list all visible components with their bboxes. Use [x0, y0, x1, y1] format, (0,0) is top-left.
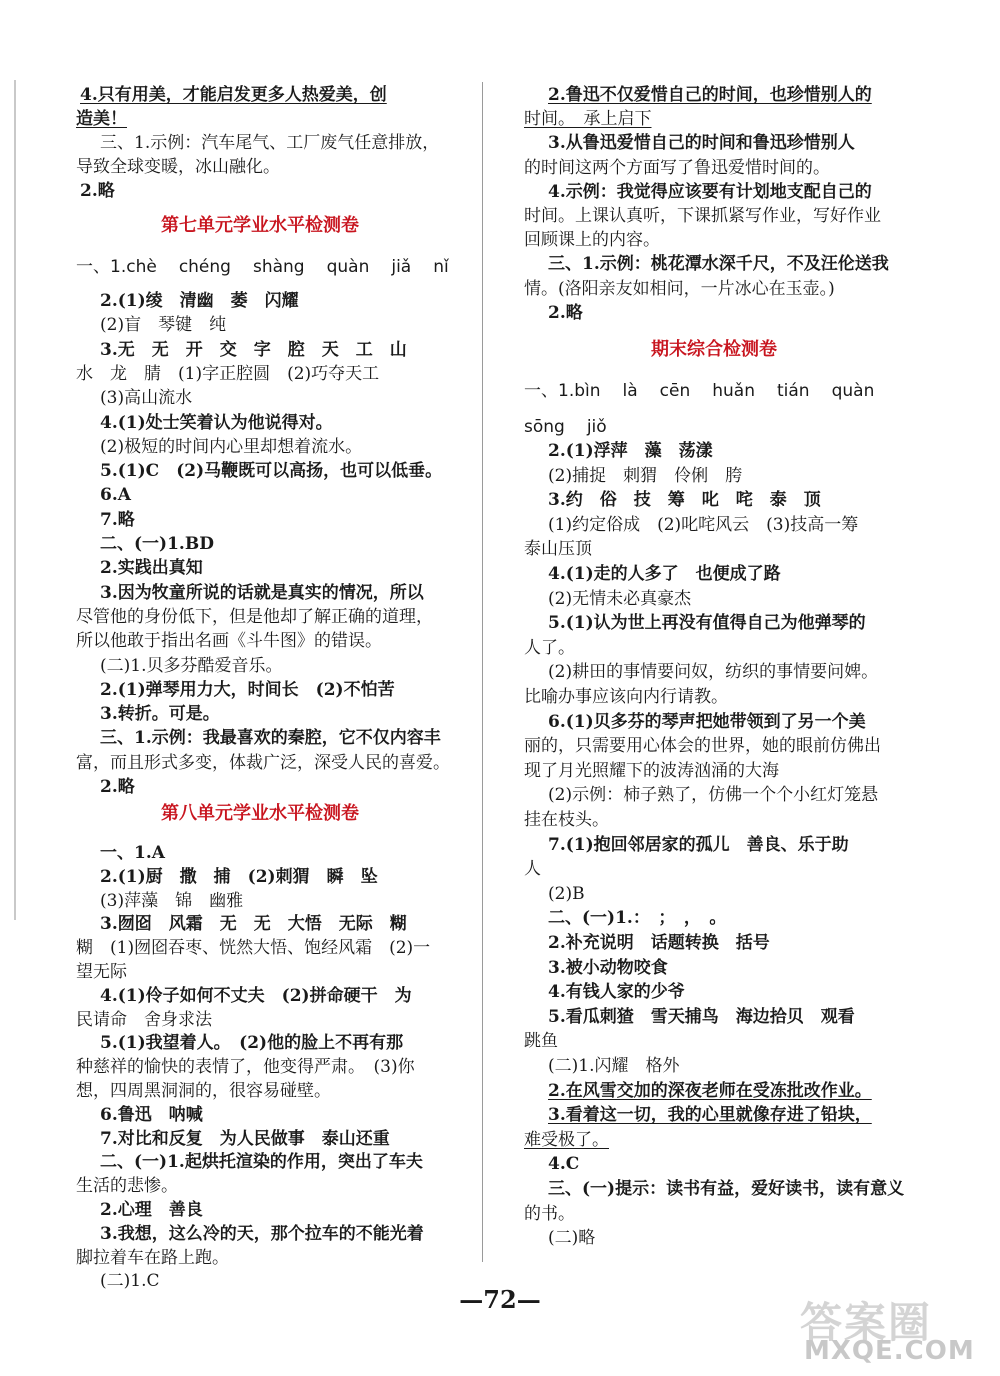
final-exam-title: 期末综合检测卷: [651, 339, 777, 360]
answer-line: 所以他敢于指出名画《斗牛图》的错误。: [76, 631, 382, 652]
answer-line: (2)极短的时间内心里却想着流水。: [100, 436, 363, 457]
answer-line: 2.(1)绫 清幽 萎 闪耀: [100, 291, 299, 311]
answer-line: 民请命 舍身求法: [76, 1009, 212, 1030]
answer-line: 3.约 俗 技 筹 叱 咤 泰 顶: [548, 490, 821, 511]
pinyin-item: jiǎ: [391, 257, 412, 277]
unit7-title: 第七单元学业水平检测卷: [161, 215, 359, 236]
answer-line: 2.鲁迅不仅爱惜自己的时间，也珍惜别人的: [548, 85, 872, 105]
answer-line: 7.略: [100, 509, 135, 530]
unit7-pinyin-row: [76, 256, 471, 278]
answer-line: 5.(1)我望着人。 (2)他的脸上不再有那: [100, 1033, 404, 1054]
answer-line: 挂在枝头。: [524, 810, 609, 830]
column-divider: [482, 82, 483, 1262]
page-number: —72—: [459, 1285, 541, 1314]
answer-line: 3.从鲁迅爱惜自己的时间和鲁迅珍惜别人: [548, 133, 855, 154]
answer-line: 种慈祥的愉快的表情了，他变得严肃。 (3)你: [76, 1057, 415, 1078]
page-edge-line: [14, 80, 16, 920]
answer-line: 2.略: [548, 302, 583, 323]
pinyin-item: 一、1.chè: [76, 257, 157, 277]
answer-line: 4.示例：我觉得应该要有计划地支配自己的: [548, 181, 872, 202]
watermark-text: 答案圈: [800, 1298, 933, 1347]
answer-line: 难受极了。: [524, 1129, 609, 1150]
answer-line: (二)1.贝多芬酷爱音乐。: [100, 655, 283, 676]
answer-line: 泰山压顶: [524, 539, 592, 560]
pinyin-item: shàng: [252, 257, 305, 277]
answer-line: 5.看瓜刺猹 雪天捕鸟 海边拾贝 观看: [548, 1006, 855, 1027]
answer-line: (2)B: [548, 883, 585, 904]
answer-line: (2)无情未必真豪杰: [548, 588, 692, 609]
answer-line: 2.在风雪交加的深夜老师在受冻批改作业。: [548, 1080, 872, 1101]
answer-line: 的书。: [524, 1203, 575, 1224]
answer-line: 7.对比和反复 为人民做事 泰山还重: [100, 1128, 390, 1149]
final-pinyin-row-2: [524, 416, 629, 438]
answer-line: (3)高山流水: [100, 388, 193, 409]
answer-line: 造美！: [76, 109, 127, 129]
answer-line: 的时间这两个方面写了鲁迅爱惜时间的。: [524, 157, 830, 178]
answer-line: 二、(一)1.： ； ， 。: [548, 908, 727, 929]
answer-line: 时间。上课认真听，下课抓紧写作业，写好作业: [524, 206, 881, 226]
answer-line: (3)萍藻 锦 幽雅: [100, 890, 244, 911]
answer-line: 2.(1)弹琴用力大，时间长 (2)不怕苦: [100, 679, 395, 700]
answer-line: 回顾课上的内容。: [524, 230, 660, 251]
pinyin-item: quàn: [831, 381, 875, 401]
answer-line: 三、1.示例：我最喜欢的秦腔，它不仅内容丰: [100, 728, 441, 749]
answer-line: 三、1.示例：桃花潭水深千尺，不及汪伦送我: [548, 254, 889, 275]
answer-line: (二)1.C: [100, 1271, 160, 1292]
answer-line: 比喻办事应该向内行请教。: [524, 687, 728, 707]
answer-line: 2.心理 善良: [100, 1200, 203, 1220]
answer-line: 3.被小动物咬食: [548, 957, 668, 978]
answer-line: 人了。: [524, 637, 575, 658]
answer-line: 二、(一)1.起烘托渲染的作用，突出了车夫: [100, 1152, 423, 1173]
answer-line: 4.C: [548, 1154, 580, 1175]
answer-line: 6.A: [100, 485, 131, 506]
answer-line: 3.看着这一切，我的心里就像存进了铅块，: [548, 1105, 872, 1126]
answer-line: 2.(1)浮萍 藻 荡漾: [548, 441, 713, 461]
unit8-title: 第八单元学业水平检测卷: [161, 803, 359, 824]
pinyin-item: là: [622, 381, 638, 401]
final-pinyin-row-1: [524, 380, 896, 402]
answer-line: 2.略: [80, 181, 115, 201]
answer-line: 2.(1)厨 撒 捕 (2)刺猬 瞬 坠: [100, 866, 378, 887]
answer-line: 尽管他的身份低下，但是他却了解正确的道理，: [76, 606, 433, 627]
pinyin-item: chéng: [178, 257, 231, 277]
pinyin-item: quàn: [326, 257, 370, 277]
answer-line: 跳鱼: [524, 1031, 558, 1052]
answer-line: 5.(1)认为世上再没有值得自己为他弹琴的: [548, 613, 866, 634]
answer-line: 富，而且形式多变，体裁广泛，深受人民的喜爱。: [76, 752, 450, 773]
answer-line: 三、(一)提示：读书有益，爱好读书，读有意义: [548, 1179, 905, 1199]
answer-line: 生活的悲惨。: [76, 1176, 178, 1197]
answer-line: 现了月光照耀下的波涛汹涌的大海: [524, 760, 779, 781]
pinyin-item: huǎn: [712, 381, 755, 401]
answer-line: 6.鲁迅 呐喊: [100, 1104, 203, 1125]
answer-line: (二)1.闪耀 格外: [548, 1056, 680, 1076]
pinyin-item: nǐ: [433, 257, 449, 277]
answer-line: 水 龙 腈 (1)字正腔圆 (2)巧夺天工: [76, 363, 380, 384]
answer-line: 望无际: [76, 962, 127, 982]
watermark-logo: [790, 1290, 990, 1370]
answer-line: 想，四周黑洞洞的，很容易碰壁。: [76, 1081, 331, 1101]
answer-line: 3.无 无 开 交 字 腔 天 工 山: [100, 339, 407, 360]
answer-line: 4.(1)伶子如何不丈夫 (2)拼命硬干 为: [100, 985, 412, 1006]
answer-line: 4.只有用美，才能启发更多人热爱美，创: [80, 85, 387, 105]
answer-line: (2)捕捉 刺猬 伶俐 胯: [548, 465, 743, 486]
answer-line: 3.囫囵 风霜 无 无 大悟 无际 糊: [100, 914, 407, 935]
answer-line: 情。(洛阳亲友如相问，一片冰心在玉壶。): [524, 278, 835, 299]
answer-line: 5.(1)C (2)马鞭既可以高扬，也可以低垂。: [100, 461, 443, 482]
answer-line: (2)盲 琴键 纯: [100, 315, 227, 336]
answer-line: 导致全球变暖，冰山融化。: [76, 157, 280, 177]
answer-line: 2.实践出真知: [100, 558, 203, 579]
answer-line: (2)耕田的事情要问奴，纺织的事情要问婢。: [548, 662, 879, 683]
answer-line: 2.略: [100, 777, 135, 797]
pinyin-item: sōng: [524, 417, 565, 437]
answer-line: 三、1.示例：汽车尾气、工厂废气任意排放，: [100, 133, 440, 153]
answer-line: (二)略: [548, 1228, 596, 1249]
pinyin-item: tián: [777, 381, 810, 401]
answer-line: 6.(1)贝多芬的琴声把她带领到了另一个美: [548, 711, 866, 732]
pinyin-item: 一、1.bìn: [524, 381, 601, 401]
pinyin-item: cēn: [659, 381, 691, 401]
answer-line: (2)示例：柿子熟了，仿佛一个个小红灯笼悬: [548, 785, 879, 806]
answer-line: 4.有钱人家的少爷: [548, 982, 685, 1003]
answer-line: 3.我想，这么冷的天，那个拉车的不能光着: [100, 1223, 424, 1244]
answer-line: 7.(1)抱回邻居家的孤儿 善良、乐于助: [548, 834, 849, 855]
answer-line: 4.(1)处士笑着认为他说得对。: [100, 412, 333, 433]
answer-line: 3.因为牧童所说的话就是真实的情况，所以: [100, 582, 424, 603]
answer-line: 二、(一)1.BD: [100, 534, 214, 554]
answer-line: 丽的，只需要用心体会的世界，她的眼前仿佛出: [524, 736, 881, 757]
answer-line: 糊 (1)囫囵吞枣、恍然大悟、饱经风霜 (2)一: [76, 938, 431, 959]
answer-line: 一、1.A: [100, 843, 165, 863]
answer-line: 4.(1)走的人多了 也便成了路: [548, 564, 781, 584]
answer-line: 人: [524, 859, 541, 880]
answer-line: 脚拉着车在路上跑。: [76, 1247, 229, 1268]
watermark-url: MXQE.COM: [804, 1336, 975, 1366]
pinyin-item: jiǒ: [586, 417, 607, 437]
answer-line: 2.补充说明 话题转换 括号: [548, 933, 770, 953]
answer-line: 时间。 承上启下: [524, 109, 652, 130]
answer-line: 3.转折。可是。: [100, 704, 220, 725]
answer-line: (1)约定俗成 (2)叱咤风云 (3)技高一筹: [548, 514, 859, 535]
